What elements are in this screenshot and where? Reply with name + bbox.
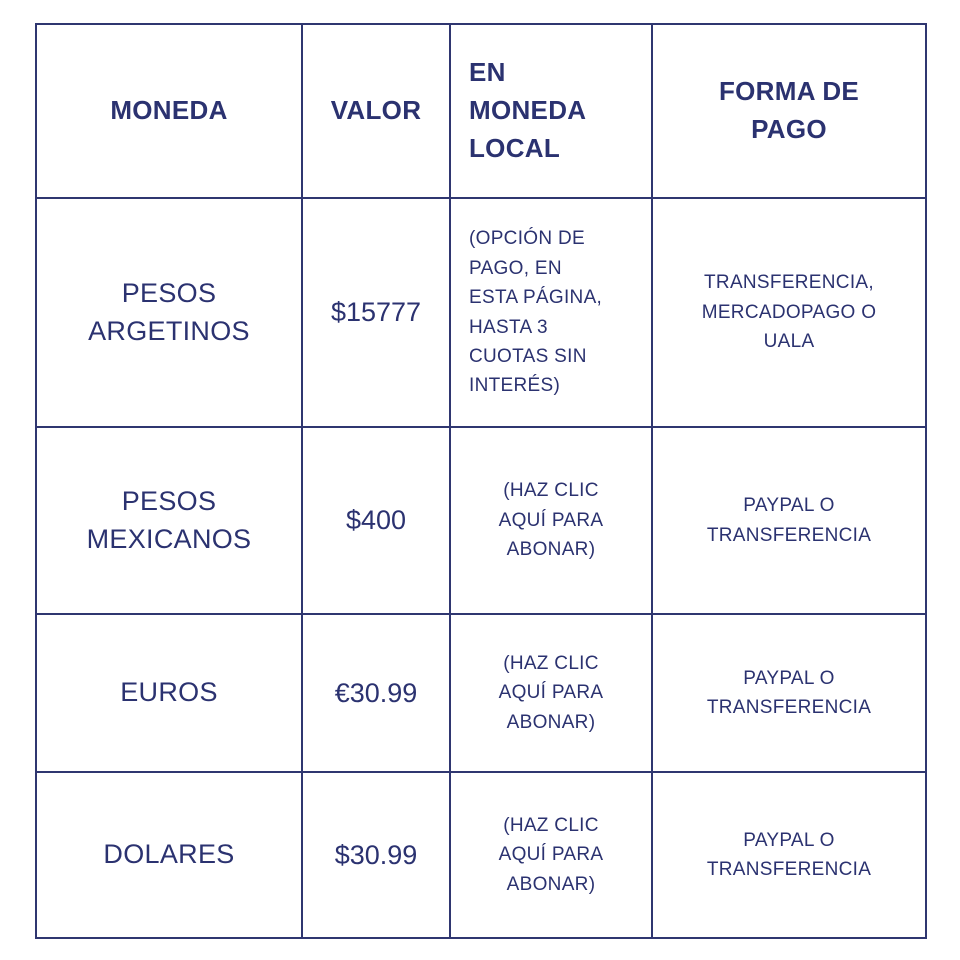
currency-cell: PESOS MEXICANOS (36, 427, 302, 614)
payment-method-cell: TRANSFERENCIA, MERCADOPAGO O UALA (652, 198, 926, 427)
local-payment-link[interactable]: (HAZ CLIC AQUÍ PARA ABONAR) (450, 772, 652, 938)
price-table (35, 23, 927, 939)
local-payment-link[interactable]: (HAZ CLIC AQUÍ PARA ABONAR) (450, 427, 652, 614)
local-payment-link[interactable]: (OPCIÓN DE PAGO, EN ESTA PÁGINA, HASTA 3 CUOTAS SIN INTERÉS) (450, 198, 652, 427)
currency-cell: DOLARES (36, 772, 302, 938)
table-row-pesos-argentinos (36, 198, 926, 427)
payment-method-cell: PAYPAL O TRANSFERENCIA (652, 772, 926, 938)
payment-method-cell: PAYPAL O TRANSFERENCIA (652, 614, 926, 772)
header-forma-de-pago: FORMA DE PAGO (652, 24, 926, 198)
table-header-row (36, 24, 926, 198)
header-moneda-local: EN MONEDA LOCAL (450, 24, 652, 198)
price-cell: €30.99 (302, 614, 450, 772)
table-row-dolares (36, 772, 926, 938)
currency-cell: EUROS (36, 614, 302, 772)
table-row-pesos-mexicanos (36, 427, 926, 614)
price-cell: $400 (302, 427, 450, 614)
currency-cell: PESOS ARGETINOS (36, 198, 302, 427)
local-payment-link[interactable]: (HAZ CLIC AQUÍ PARA ABONAR) (450, 614, 652, 772)
header-valor: VALOR (302, 24, 450, 198)
price-cell: $30.99 (302, 772, 450, 938)
price-cell: $15777 (302, 198, 450, 427)
table-row-euros (36, 614, 926, 772)
header-moneda: MONEDA (36, 24, 302, 198)
payment-method-cell: PAYPAL O TRANSFERENCIA (652, 427, 926, 614)
